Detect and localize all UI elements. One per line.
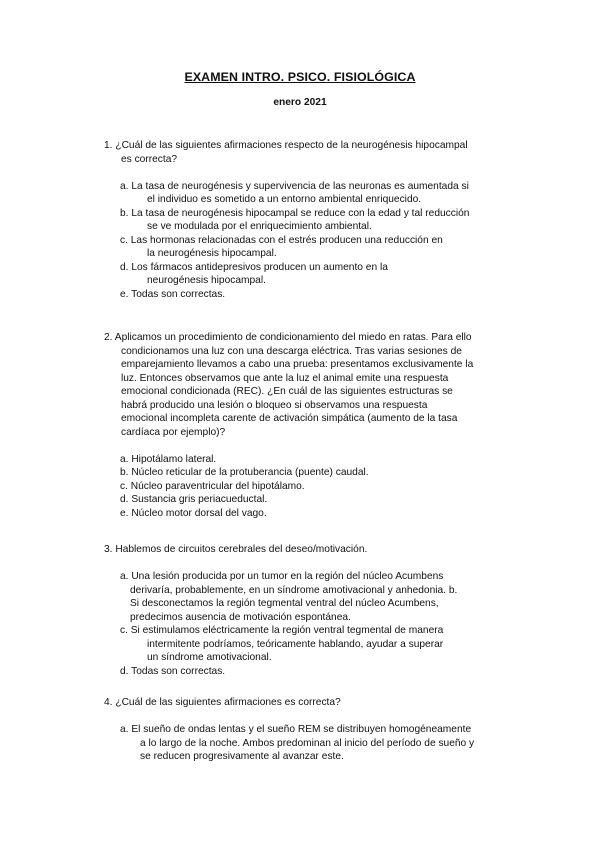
option-line: c. Las hormonas relacionadas con el estrés producen una reducción en (120, 234, 443, 246)
question-number: 2. (104, 332, 113, 343)
option-line: el individuo es sometido a un entorno ambiental enriquecido. (147, 194, 422, 205)
option-a-b[interactable] (120, 570, 516, 624)
exam-title: EXAMEN INTRO. PSICO. FISIOLÓGICA (184, 70, 416, 84)
options-list (120, 570, 516, 678)
option-a[interactable] (120, 723, 516, 764)
option-line: a lo largo de la noche. Ambos predominan al inicio del período de sueño y (140, 737, 475, 749)
option-line: a. La tasa de neurogénesis y supervivencia de las neuronas es aumentada si (120, 180, 469, 192)
question-2 (104, 331, 516, 520)
stem-line: emocional condicionada (REC). ¿En cuál de las siguientes estructuras se (121, 386, 453, 397)
option-line: a. El sueño de ondas lentas y el sueño REM se distribuyen homogéneamente (120, 724, 472, 735)
question-number: 1. (104, 140, 113, 151)
option-e[interactable] (120, 507, 516, 521)
option-b[interactable] (120, 466, 516, 480)
option-line: c. Si estimulamos eléctricamente la región ventral tegmental de manera (120, 625, 444, 636)
stem-line: emparejamiento llevamos a cabo una prueba: presentamos exclusivamente la (121, 359, 474, 370)
option-line: derivaría, probablemente, en un síndrome amotivacional y anhedonia. b. (130, 584, 458, 596)
option-line: un síndrome amotivacional. (147, 652, 272, 663)
question-stem (104, 331, 516, 439)
question-stem (104, 139, 516, 166)
option-line: d. Los fármacos antidepresivos producen un aumento en la (120, 261, 388, 273)
option-line: a. Hipotálamo lateral. (120, 453, 217, 465)
options-list (120, 723, 516, 764)
option-a[interactable] (120, 453, 516, 467)
option-c[interactable] (120, 234, 516, 261)
option-line: d. Sustancia gris periacueductal. (120, 494, 268, 505)
question-4 (104, 696, 516, 764)
option-d[interactable] (120, 493, 516, 507)
option-line: la neurogénesis hipocampal. (147, 248, 277, 259)
option-d[interactable] (120, 665, 516, 679)
option-e[interactable] (120, 288, 516, 302)
options-list (120, 180, 516, 302)
option-line: Si desconectamos la región tegmental ventral del núcleo Acumbens, (130, 598, 439, 609)
option-line: intermitente podríamos, teóricamente hablando, ayudar a superar (147, 638, 444, 650)
option-c[interactable] (120, 624, 516, 665)
option-line: e. Todas son correctas. (120, 288, 226, 300)
question-number: 3. (104, 544, 113, 555)
option-line: e. Núcleo motor dorsal del vago. (120, 507, 267, 519)
stem-line: ¿Cuál de las siguientes afirmaciones respecto de la neurogénesis hipocampal (115, 140, 468, 151)
option-line: neurogénesis hipocampal. (147, 275, 266, 286)
option-line: d. Todas son correctas. (120, 665, 226, 677)
option-line: b. Núcleo reticular de la protuberancia (puente) caudal. (120, 467, 369, 478)
stem-line: luz. Entonces observamos que ante la luz el animal emite una respuesta (121, 372, 449, 384)
stem-line: ¿Cuál de las siguientes afirmaciones es correcta? (115, 697, 341, 708)
question-number: 4. (104, 697, 113, 708)
options-list (120, 453, 516, 521)
option-b[interactable] (120, 207, 516, 234)
option-line: predecimos ausencia de motivación espontánea. (130, 611, 351, 623)
question-1 (104, 139, 516, 301)
question-stem (104, 696, 516, 710)
stem-line: emocional incompleta carente de activación simpática (aumento de la tasa (121, 413, 458, 424)
stem-line: cardíaca por ejemplo)? (121, 426, 226, 438)
stem-line: Hablemos de circuitos cerebrales del deseo/motivación. (115, 544, 368, 555)
question-stem (104, 543, 516, 557)
question-3 (104, 543, 516, 678)
option-c[interactable] (120, 480, 516, 494)
option-line: se reducen progresivamente al avanzar este. (140, 751, 344, 762)
stem-line: habrá producido una lesión o bloqueo si observamos una respuesta (121, 399, 428, 411)
option-line: c. Núcleo paraventricular del hipotálamo. (120, 480, 305, 492)
exam-date: enero 2021 (273, 97, 327, 108)
option-line: se ve modulada por el enriquecimiento ambiental. (147, 221, 372, 232)
option-d[interactable] (120, 261, 516, 288)
stem-line: es correcta? (121, 153, 178, 165)
option-line: a. Una lesión producida por un tumor en la región del núcleo Acumbens (120, 571, 444, 582)
option-a[interactable] (120, 180, 516, 207)
stem-line: Aplicamos un procedimiento de condicionamiento del miedo en ratas. Para ello (114, 332, 472, 343)
option-line: b. La tasa de neurogénesis hipocampal se reduce con la edad y tal reducción (120, 207, 470, 219)
stem-line: condicionamos una luz con una descarga eléctrica. Tras varias sesiones de (121, 345, 462, 357)
